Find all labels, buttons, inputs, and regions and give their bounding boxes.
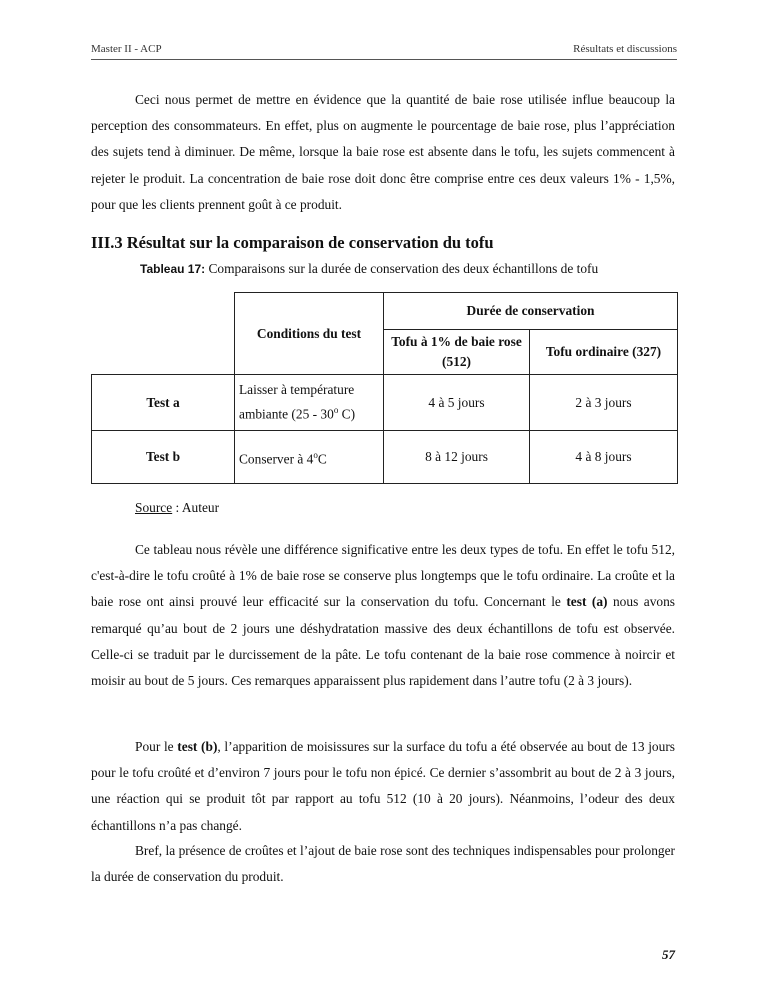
header-left: Master II - ACP xyxy=(91,43,162,55)
row-value-512: 4 à 5 jours xyxy=(384,375,530,431)
intro-paragraph: Ceci nous permet de mettre en évidence que la quantité de baie rose utilisée influe beaucoup la perception des consommateurs. En effet, plus on augmente le pourcentage de baie rose, plus l’appréciation des sujets tend à diminuer. De même, lorsque la baie rose est absente dans le tofu, les sujets commencent à rejeter le produit. La concentration de baie rose doit donc être comprise entre ces deux valeurs 1% - 1,5%, pour que les clients prennent goût à ce produit. xyxy=(91,92,675,212)
table-caption-text: Comparaisons sur la durée de conservation des deux échantillons de tofu xyxy=(205,261,599,276)
source-label: Source xyxy=(135,500,173,515)
table-caption-label: Tableau 17: xyxy=(140,262,206,276)
row-test-label: Test b xyxy=(92,431,235,484)
header-right: Résultats et discussions xyxy=(573,43,677,55)
col-header-tofu-327: Tofu ordinaire (327) xyxy=(530,330,678,375)
conservation-table xyxy=(91,292,678,484)
paragraph-conclusion: Bref, la présence de croûtes et l’ajout de baie rose sont des techniques indispensables pour prolonger la durée de conservation du produit. xyxy=(91,843,675,885)
paragraph-test-b: Pour le test (b), l’apparition de moisissures sur la surface du tofu a été observée au bout de 13 jours pour le tofu croûté et d’environ 7 jours pour le tofu non épicé. Ce dernier s’assombrit au bout de 2 à 3 jours, une réaction qui se produit tôt par rapport au tofu 512 (10 à 20 jours). Néanmoins, l’odeur des deux échantillons n’a pas changé. xyxy=(91,739,675,833)
bold-test-a: test (a) xyxy=(566,594,608,610)
page-number: 57 xyxy=(662,947,675,962)
row-value-327: 4 à 8 jours xyxy=(530,431,678,484)
duration-header: Durée de conservation xyxy=(384,293,678,330)
paragraph-test-a: Ce tableau nous révèle une différence significative entre les deux types de tofu. En effet le tofu 512, c'est-à-dire le tofu croûté à 1% de baie rose se conserve plus longtemps que le tofu ordinaire. La croûte et la baie rose ont ainsi prouvé leur efficacité sur la conservation du tofu. Concernant le test (a) nous avons remarqué qu’au bout de 2 jours une déshydratation massive des deux échantillons de tofu est observée. Celle-ci se traduit par le durcissement de la pâte. Le tofu contenant de la baie rose commence à noircir et moisir au bout de 5 jours. Ces remarques apparaissent plus rapidement dans l’autre tofu (2 à 3 jours). xyxy=(91,542,675,689)
table-row xyxy=(92,375,678,431)
table-caption xyxy=(140,261,598,277)
row-test-label: Test a xyxy=(92,375,235,431)
row-condition: Laisser à température ambiante (25 - 30$^o$ C) xyxy=(235,375,384,431)
row-value-327: 2 à 3 jours xyxy=(530,375,678,431)
col-header-tofu-512: Tofu à 1% de baie rose (512) xyxy=(384,330,530,375)
section-heading: III.3 Résultat sur la comparaison de conservation du tofu xyxy=(91,233,494,252)
row-value-512: 8 à 12 jours xyxy=(384,431,530,484)
source-note xyxy=(135,500,219,516)
table-empty-corner xyxy=(92,293,235,375)
table-row xyxy=(92,431,678,484)
row-condition: Conserver à 4$^o$C xyxy=(235,431,384,484)
conditions-header: Conditions du test xyxy=(235,293,384,375)
source-text: : Auteur xyxy=(172,500,220,515)
page-header xyxy=(91,41,677,60)
bold-test-b: test (b) xyxy=(177,739,218,754)
